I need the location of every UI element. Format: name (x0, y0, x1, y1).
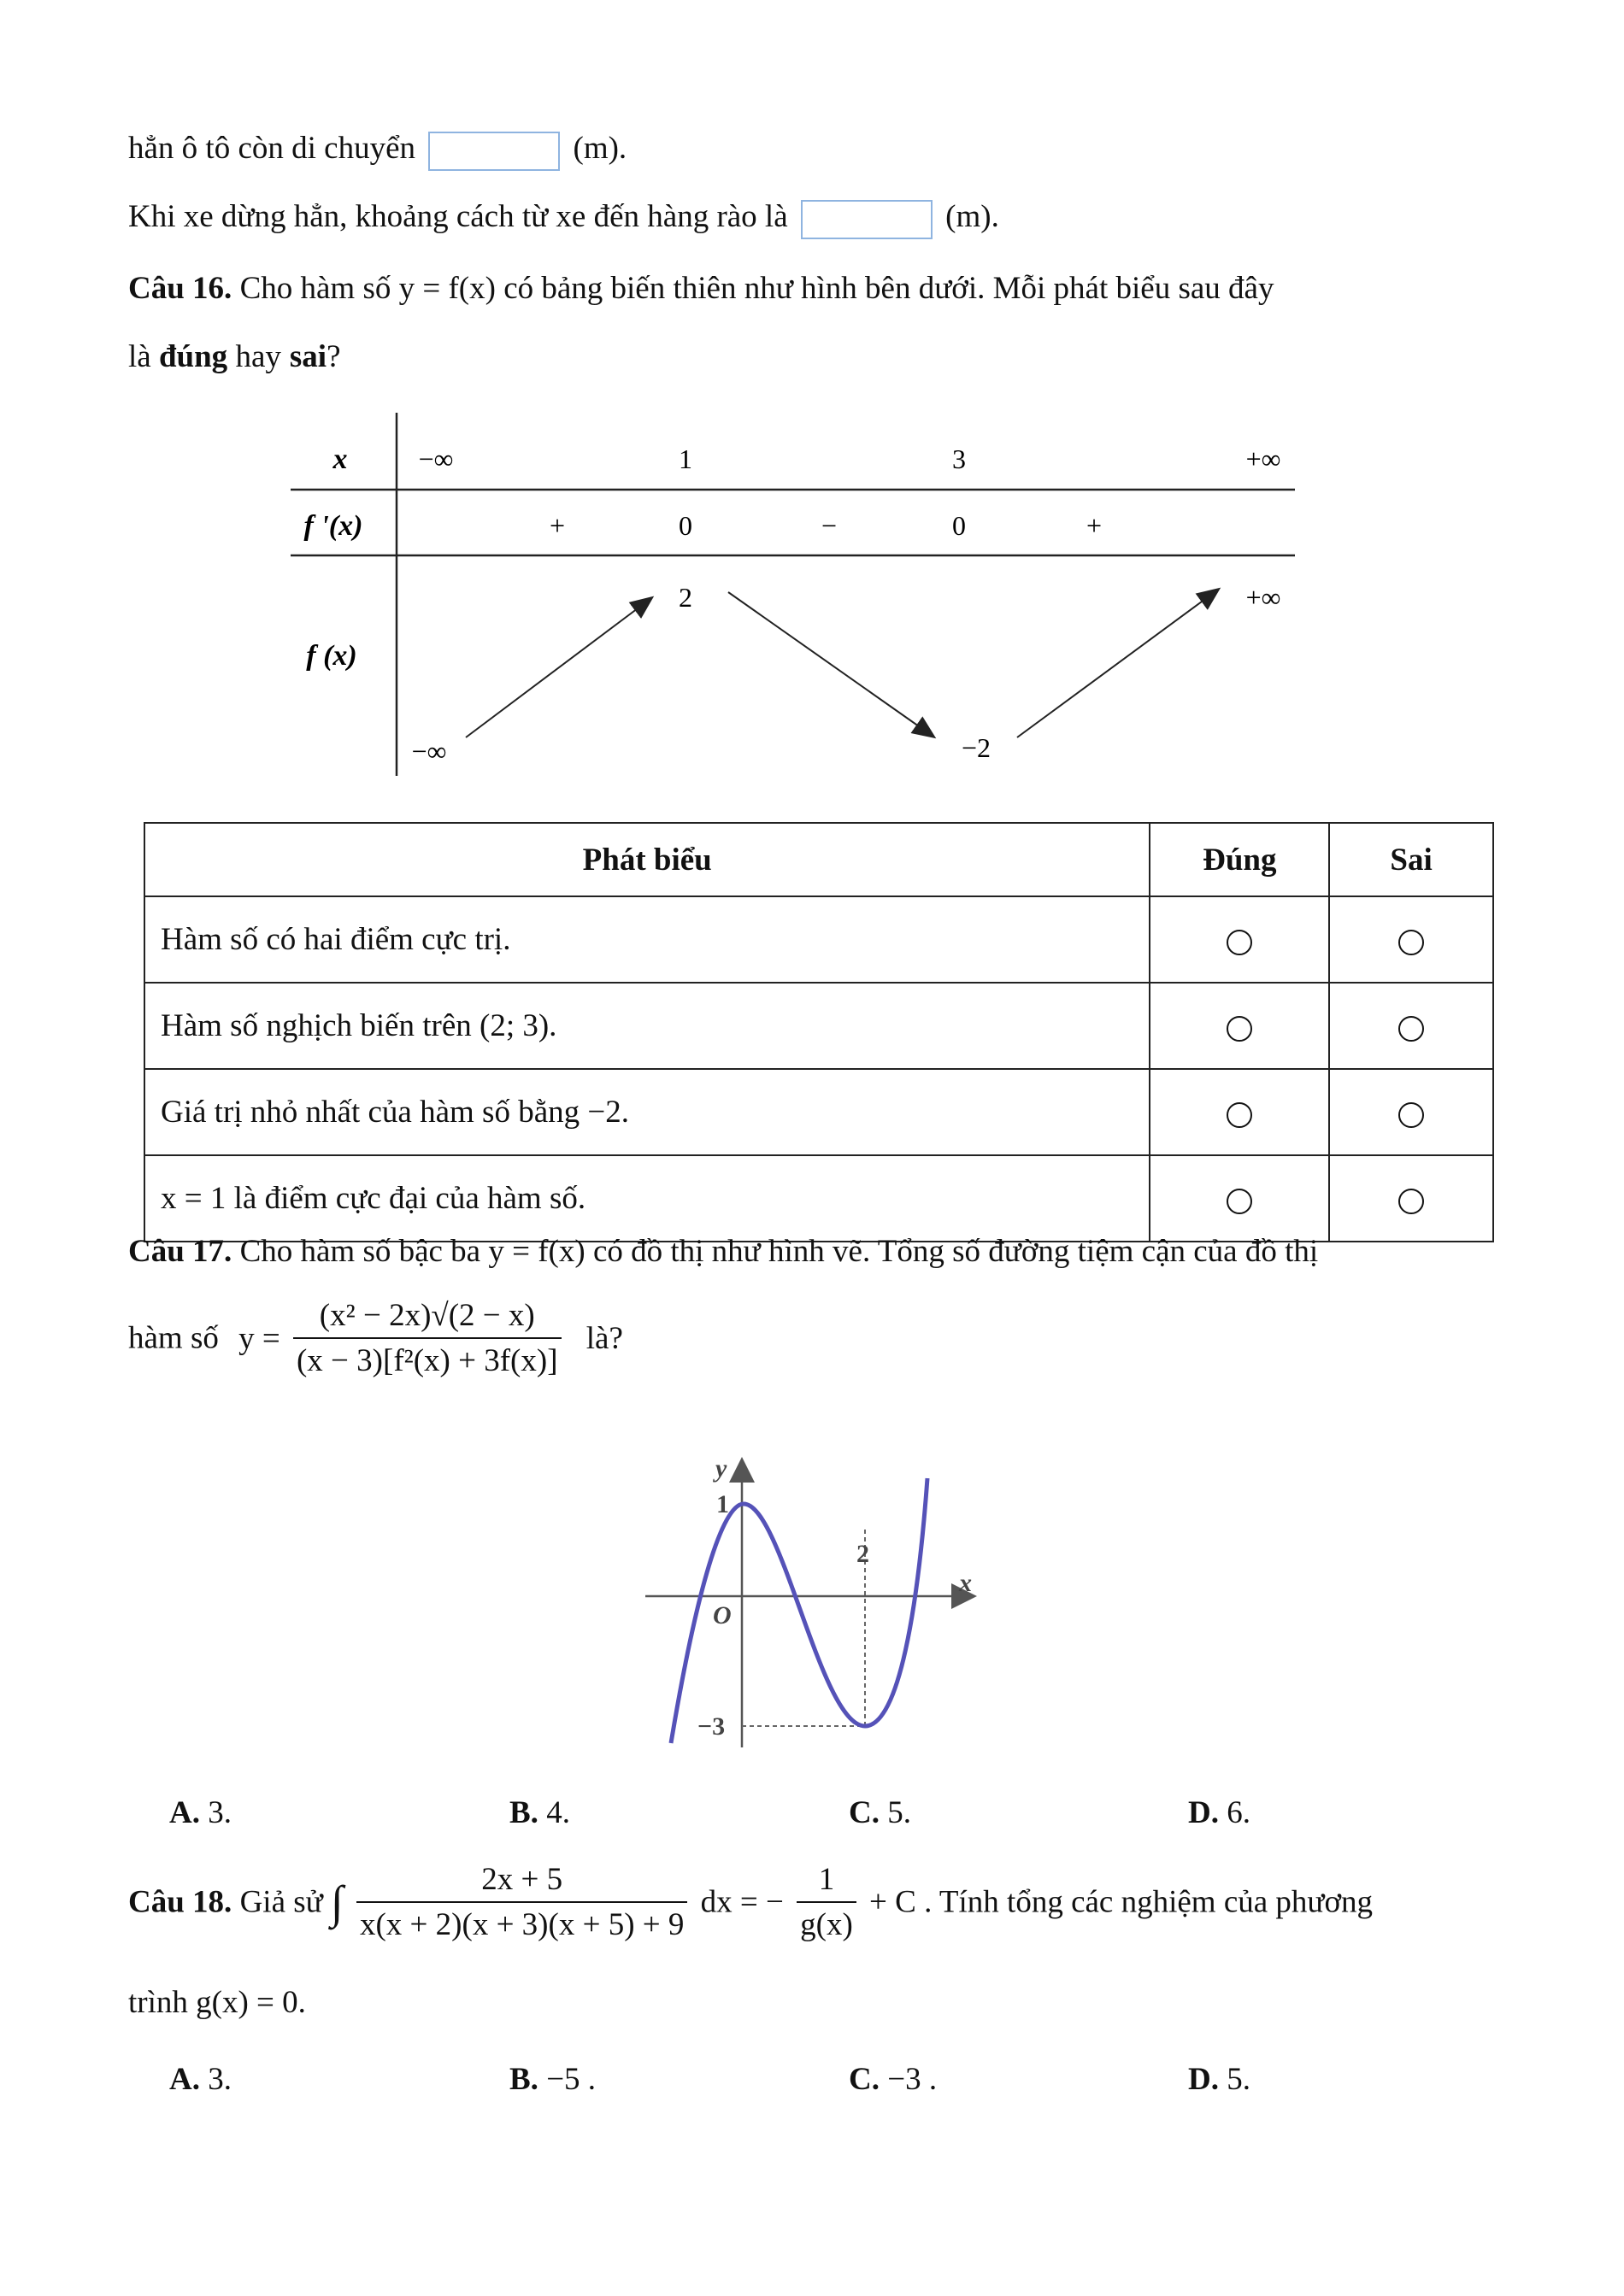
cubic-graph (633, 1444, 991, 1752)
statement-text: Hàm số có hai điểm cực trị. (144, 896, 1150, 983)
q18-equation: g(x) = 0 (196, 1985, 298, 2020)
radio-true-1[interactable] (1227, 930, 1252, 955)
cubic-curve (671, 1478, 927, 1743)
answer-value: −5 . (546, 2062, 597, 2097)
q17-text-a: Cho hàm số bậc ba (239, 1234, 481, 1269)
vt-sign-3: 0 (952, 510, 966, 541)
q17-answer-d[interactable] (1188, 1794, 1250, 1831)
answer-blank-2[interactable] (801, 200, 933, 239)
q18-line-2 (128, 1984, 306, 2021)
q18-text-c: trình (128, 1985, 188, 2020)
graph-tick-1: 1 (716, 1490, 729, 1518)
answer-letter: B. (509, 2062, 538, 2097)
q16-bold-false: sai (289, 339, 327, 374)
answer-value: 3. (208, 2062, 232, 2097)
statements-table (144, 822, 1494, 1242)
statement-text: Giá trị nhỏ nhất của hàm số bằng −2. (144, 1069, 1150, 1155)
top-line-1-text: hẳn ô tô còn di chuyển (128, 131, 415, 166)
option-false-cell (1329, 983, 1493, 1069)
statement-text: Hàm số nghịch biến trên (2; 3). (144, 983, 1150, 1069)
q18-dx: dx = − (700, 1884, 784, 1920)
header-statement: Phát biểu (144, 823, 1150, 896)
q17-func: y = f(x) (488, 1234, 585, 1269)
q18-answer-a[interactable] (169, 2061, 232, 2098)
q17-y-eq: y = (238, 1320, 280, 1356)
statement-row (144, 1155, 1493, 1242)
top-line-2-text: Khi xe dừng hẳn, khoảng cách từ xe đến hàng rào là (128, 199, 788, 234)
q17-text-b: có đồ thị như hình vẽ. Tổng số đường tiệm cận của đồ thị (592, 1234, 1319, 1269)
answer-value: 3. (208, 1795, 232, 1830)
answer-blank-1[interactable] (428, 132, 560, 171)
q16-bold-true: đúng (158, 339, 228, 374)
q17-line-2 (128, 1297, 623, 1379)
radio-false-1[interactable] (1398, 930, 1424, 955)
header-false: Sai (1329, 823, 1493, 896)
statements-header-row (144, 823, 1493, 896)
q18-answer-b[interactable] (509, 2061, 596, 2098)
q18-label: Câu 18. (128, 1884, 232, 1920)
q18-text-a: Giả sử (239, 1884, 323, 1920)
answer-letter: C. (849, 2062, 880, 2097)
radio-false-2[interactable] (1398, 1016, 1424, 1042)
vt-f-end: +∞ (1245, 582, 1281, 613)
top-line-1 (128, 130, 627, 171)
option-true-cell (1150, 896, 1329, 983)
q17-answer-b[interactable] (509, 1794, 570, 1831)
answer-letter: A. (169, 2062, 200, 2097)
top-line-2-unit: (m). (945, 199, 999, 234)
top-line-1-unit: (m). (573, 131, 627, 166)
vt-sign-1: 0 (679, 510, 692, 541)
q16-text-a: Cho hàm số (239, 271, 391, 306)
graph-tick-minus3: −3 (697, 1712, 726, 1741)
vt-x-value-1: 1 (679, 443, 692, 474)
q18-rhs-denominator: g(x) (797, 1901, 856, 1943)
vt-x-value-2: 3 (952, 443, 966, 474)
option-false-cell (1329, 1155, 1493, 1242)
vt-arrow-up-1 (466, 598, 651, 737)
vt-x-label: x (332, 443, 348, 475)
answer-letter: D. (1188, 1795, 1219, 1830)
q18-fraction (356, 1861, 687, 1943)
q16-text-d: hay (235, 339, 281, 374)
answer-letter: A. (169, 1795, 200, 1830)
q17-denominator: (x − 3)[f²(x) + 3f(x)] (293, 1337, 562, 1379)
q18-rhs-numerator: 1 (818, 1862, 835, 1897)
graph-x-label: x (959, 1569, 972, 1597)
q16-text-c: là (128, 339, 151, 374)
answer-value: 5. (887, 1795, 911, 1830)
q17-label: Câu 17. (128, 1234, 232, 1269)
statement-text: x = 1 là điểm cực đại của hàm số. (144, 1155, 1150, 1242)
q18-plus-c: + C (869, 1884, 916, 1920)
q18-integral: ∫ (330, 1876, 344, 1928)
radio-true-3[interactable] (1227, 1102, 1252, 1128)
q18-answer-c[interactable] (849, 2061, 937, 2098)
graph-origin-label: O (713, 1601, 732, 1630)
option-true-cell (1150, 983, 1329, 1069)
answer-value: 4. (546, 1795, 570, 1830)
option-true-cell (1150, 1155, 1329, 1242)
option-true-cell (1150, 1069, 1329, 1155)
variation-table (282, 408, 1308, 784)
answer-letter: D. (1188, 2062, 1219, 2097)
vt-f-start: −∞ (411, 736, 447, 766)
q16-text-b: có bảng biến thiên như hình bên dưới. Mỗi phát biểu sau đây (503, 271, 1274, 306)
q16-text-e: ? (327, 339, 341, 374)
radio-true-2[interactable] (1227, 1016, 1252, 1042)
q16-line-2 (128, 338, 341, 375)
vt-f-label: f (x) (306, 640, 357, 672)
answer-letter: B. (509, 1795, 538, 1830)
answer-value: −3 . (887, 2062, 938, 2097)
q17-answer-c[interactable] (849, 1794, 911, 1831)
vt-sign-0: + (549, 510, 566, 541)
graph-tick-2: 2 (856, 1540, 869, 1568)
q17-fraction (293, 1297, 562, 1379)
q18-line-1 (128, 1861, 1373, 1943)
q16-label: Câu 16. (128, 271, 232, 306)
q18-text-b: . Tính tổng các nghiệm của phương (924, 1884, 1374, 1920)
top-line-2 (128, 198, 999, 239)
q17-text-d: là? (585, 1320, 623, 1356)
q16-func: y = f(x) (398, 271, 496, 306)
header-true: Đúng (1150, 823, 1329, 896)
q18-rhs-fraction (797, 1861, 856, 1943)
statement-row (144, 983, 1493, 1069)
radio-false-3[interactable] (1398, 1102, 1424, 1128)
statement-row (144, 896, 1493, 983)
q16-line-1 (128, 270, 1274, 307)
vt-sign-4: + (1086, 510, 1103, 541)
vt-f-max: 2 (679, 582, 692, 613)
vt-f-min: −2 (961, 732, 991, 763)
statement-row (144, 1069, 1493, 1155)
answer-letter: C. (849, 1795, 880, 1830)
vt-x-value-3: +∞ (1245, 443, 1281, 474)
option-false-cell (1329, 1069, 1493, 1155)
answer-value: 6. (1227, 1795, 1250, 1830)
vt-arrow-down (728, 592, 933, 737)
q18-numerator: 2x + 5 (481, 1862, 563, 1897)
q17-numerator: (x² − 2x)√(2 − x) (319, 1298, 535, 1333)
q17-line-1 (128, 1233, 1318, 1270)
q17-text-c: hàm số (128, 1320, 219, 1356)
q18-answer-d[interactable] (1188, 2061, 1250, 2098)
radio-true-4[interactable] (1227, 1189, 1252, 1214)
q17-answer-a[interactable] (169, 1794, 232, 1831)
answer-value: 5. (1227, 2062, 1250, 2097)
radio-false-4[interactable] (1398, 1189, 1424, 1214)
vt-fprime-label: f '(x) (303, 510, 363, 542)
vt-arrow-up-2 (1017, 590, 1218, 737)
q18-denominator: x(x + 2)(x + 3)(x + 5) + 9 (356, 1901, 687, 1943)
q18-text-d: . (297, 1985, 306, 2020)
graph-y-label: y (715, 1454, 727, 1483)
vt-x-value-0: −∞ (418, 443, 454, 474)
option-false-cell (1329, 896, 1493, 983)
vt-sign-2: − (821, 510, 838, 541)
